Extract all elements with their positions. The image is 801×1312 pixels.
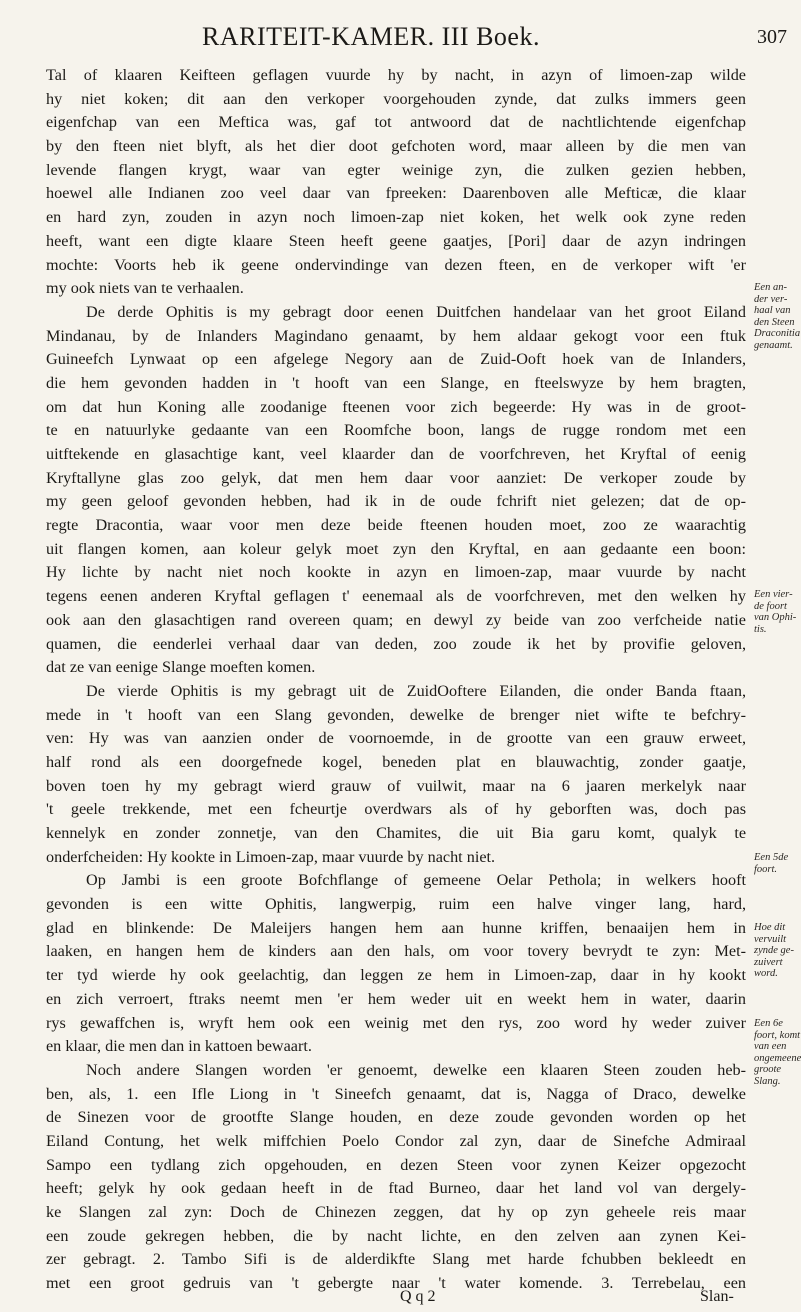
margin-note: Een 5de foort. bbox=[754, 852, 789, 875]
text-line: Sampo een tydlang zich opgehouden, en dezen Steen voor zynen Keizer opgezocht bbox=[46, 1155, 746, 1174]
text-line: en zich verroert, ftraks neemt men 'er hem weder uit en weekt hem in water, daarin bbox=[46, 989, 746, 1008]
text-line: ven: Hy was van aanzien onder de voornoemde, in de grootte van een grauw erweet, bbox=[46, 729, 746, 748]
text-line: een zoude gekregen hebben, die by nacht lichte, en den zelven aan zynen Kei- bbox=[46, 1226, 746, 1245]
page-number: 307 bbox=[757, 26, 787, 48]
text-line: kennelyk en zonder zonnetje, van den Chamites, die uit Bia garu komt, qualyk te bbox=[46, 824, 746, 842]
text-line: Hy lichte by nacht niet noch kookte in azyn en limoen-zap, maar vuurde by nacht bbox=[46, 563, 746, 582]
text-line: hy niet koken; dit aan den verkoper voorgehouden zynde, dat zulks immers geen bbox=[46, 89, 746, 108]
text-line: Eiland Contung, het welk miffchien Poelo Condor zal zyn, daar de Sinefche Admiraal bbox=[46, 1131, 746, 1150]
text-line: Guineefch Lynwaat op een afgelege Negory aan de Zuid-Ooft hoek van de Inlanders, bbox=[46, 350, 746, 369]
text-line: uitftekende en glasachtige kant, veel klaarder dan de voorfchreven, het Kryftal of eenig bbox=[46, 445, 746, 463]
text-line: rys gewaffchen is, wryft hem ook een weinig met den rys, zoo word hy weder zuiver bbox=[46, 1013, 746, 1032]
margin-note: Een vier- de foort van Ophi- tis. bbox=[754, 589, 797, 635]
text-line: om dat hun Koning alle zoodanige fteenen voor zich begeerde: Hy was in de groot- bbox=[46, 397, 746, 416]
running-title: RARITEIT-KAMER. III Boek. bbox=[202, 22, 540, 51]
text-line: quamen, die eenderlei verhaal daar van deden, zoo zoude ik het by provifie geloven, bbox=[46, 634, 746, 653]
margin-note: Een an- der ver- haal van den Steen Draconitia genaamt. bbox=[754, 282, 801, 351]
text-line: Tal of klaaren Keifteen geflagen vuurde hy by nacht, in azyn of limoen-zap wilde bbox=[46, 66, 746, 84]
text-line: mochte: Voorts heb ik geene ondervindinge van dezen fteen, en de verkoper wift 'er bbox=[46, 255, 746, 274]
text-line: heeft, want een digte klaare Steen heeft geene gaatjes, [Pori] daar de azyn indringen bbox=[46, 231, 746, 250]
text-line: met een groot gedruis van 't gebergte naar 't water komende. 3. Terrebelau, een bbox=[46, 1274, 746, 1293]
text-line: boven toen hy my gebragt wierd grauw of vuilwit, maar na 6 jaaren merkelyk naar bbox=[46, 776, 746, 795]
text-line: die hem gevonden hadden in 't hooft van een Slange, en fteelswyze by hem bragten, bbox=[46, 373, 746, 392]
margin-note: Een 6e foort, komt van een ongemeene groote Slang. bbox=[754, 1018, 801, 1087]
text-line: ben, als, 1. een Ifle Liong in 't Sineefch genaamt, dat is, Nagga of Draco, dewelke bbox=[46, 1084, 746, 1103]
text-line: 't geele trekkende, met een fcheurtje overdwars als of hy geborften was, doch pas bbox=[46, 800, 746, 819]
text-line: De vierde Ophitis is my gebragt uit de ZuidOoftere Eilanden, die onder Banda ftaan, bbox=[86, 681, 746, 700]
margin-note: Hoe dit vervuilt zynde ge- zuivert word. bbox=[754, 922, 794, 979]
signature-mark: Q q 2 bbox=[400, 1288, 436, 1305]
text-line: Kryftallyne glas zoo gelyk, dat men hem daar voor aanziet: De verkoper zoude by bbox=[46, 468, 746, 487]
text-line: tegens eenen anderen Kryftal geflagen t' eenemaal als de voorfchreven, met den welken hy bbox=[46, 587, 746, 606]
text-line: levende flangen krygt, waar van egter weinige zyn, die zulken gezien hebben, bbox=[46, 160, 746, 179]
text-line: laaken, en hangen hem de kinders aan den hals, om voor tovery bevrydt te zyn: Met- bbox=[46, 942, 746, 961]
text-line: mede in 't hooft van een Slang gevonden, dewelke de brenger niet wifte te befchry- bbox=[46, 705, 746, 724]
page-header bbox=[0, 22, 801, 58]
text-line: Mindanau, by de Inlanders Magindano genaamt, by hem aldaar gekogt voor een ftuk bbox=[46, 326, 746, 345]
text-line: half rond als een doorgefnede kogel, beneden plat en blauwachtig, zonder gaatje, bbox=[46, 752, 746, 771]
text-line: de Sinezen voor de grootfte Slange houden, en deze zoude gevonden worden op het bbox=[46, 1108, 746, 1127]
text-line: dat ze van eenige Slange moeften komen. bbox=[46, 658, 316, 677]
body-text bbox=[46, 64, 746, 1296]
text-line: eigenfchap van een Meftica was, gaf tot antwoord dat de nachtlichtende eigenfchap bbox=[46, 113, 746, 132]
text-line: ook aan den glasachtigen rand overeen quam; en dewyl zy beide van zoo verfcheide natie bbox=[46, 610, 746, 629]
text-line: my ook niets van te verhaalen. bbox=[46, 279, 244, 298]
text-line: en klaar, die men dan in kattoen bewaart. bbox=[46, 1037, 312, 1056]
text-line: zer gebragt. 2. Tambo Sifi is de alderdikfte Slang met harde fchubben bekleedt en bbox=[46, 1250, 746, 1269]
text-line: my geen geloof gevonden hebben, had ik in de oude fchrift niet gelezen; dat de op- bbox=[46, 492, 746, 511]
text-line: uit flangen komen, aan koleur gelyk moet zyn den Kryftal, en aan gedaante een boon: bbox=[46, 539, 746, 558]
text-line: gevonden is een witte Ophitis, langwerpig, ruim een halve vinger lang, hard, bbox=[46, 895, 746, 914]
text-line: hoewel alle Indianen zoo veel daar van fpreeken: Daarenboven alle Mefticæ, die klaar bbox=[46, 184, 746, 203]
text-line: onderfcheiden: Hy kookte in Limoen-zap, maar vuurde by nacht niet. bbox=[46, 847, 496, 866]
text-line: heeft; gelyk hy ook gedaan heeft in de ftad Burneo, daar het land vol van dergely- bbox=[46, 1179, 746, 1198]
page-footer bbox=[0, 1288, 801, 1310]
text-line: te en natuurlyke gedaante van een Roomfche boon, langs de rugge rondom met een bbox=[46, 421, 746, 440]
text-line: Noch andere Slangen worden 'er genoemt, dewelke een klaaren Steen zouden heb- bbox=[86, 1060, 746, 1079]
text-line: De derde Ophitis is my gebragt door eenen Duitfchen handelaar van het groot Eiland bbox=[86, 302, 746, 321]
text-line: by den fteen niet blyft, als het dier doot gefchoten word, maar alleen by die men van bbox=[46, 137, 746, 156]
text-line: ter tyd wierde hy ook geelachtig, dan leggen ze hem in Limoen-zap, daar in hy kookt bbox=[46, 966, 746, 985]
text-line: Op Jambi is een groote Bofchflange of gemeene Oelar Pethola; in welkers hooft bbox=[86, 871, 746, 890]
text-line: glad en blinkende: De Maleijers hangen hem aan hunne kriffen, benaaijen hem in bbox=[46, 918, 746, 937]
text-line: ke Slangen zal zyn: Doch de Chinezen zeggen, dat hy op zyn geheele reis maar bbox=[46, 1203, 746, 1221]
catchword: Slan- bbox=[700, 1288, 734, 1305]
text-line: en hard zyn, zouden in azyn noch limoen-zap niet koken, het welk ook zyne reden bbox=[46, 208, 746, 227]
text-line: regte Dracontia, waar voor men deze beide fteenen houden moet, zoo ze waarachtig bbox=[46, 516, 746, 535]
